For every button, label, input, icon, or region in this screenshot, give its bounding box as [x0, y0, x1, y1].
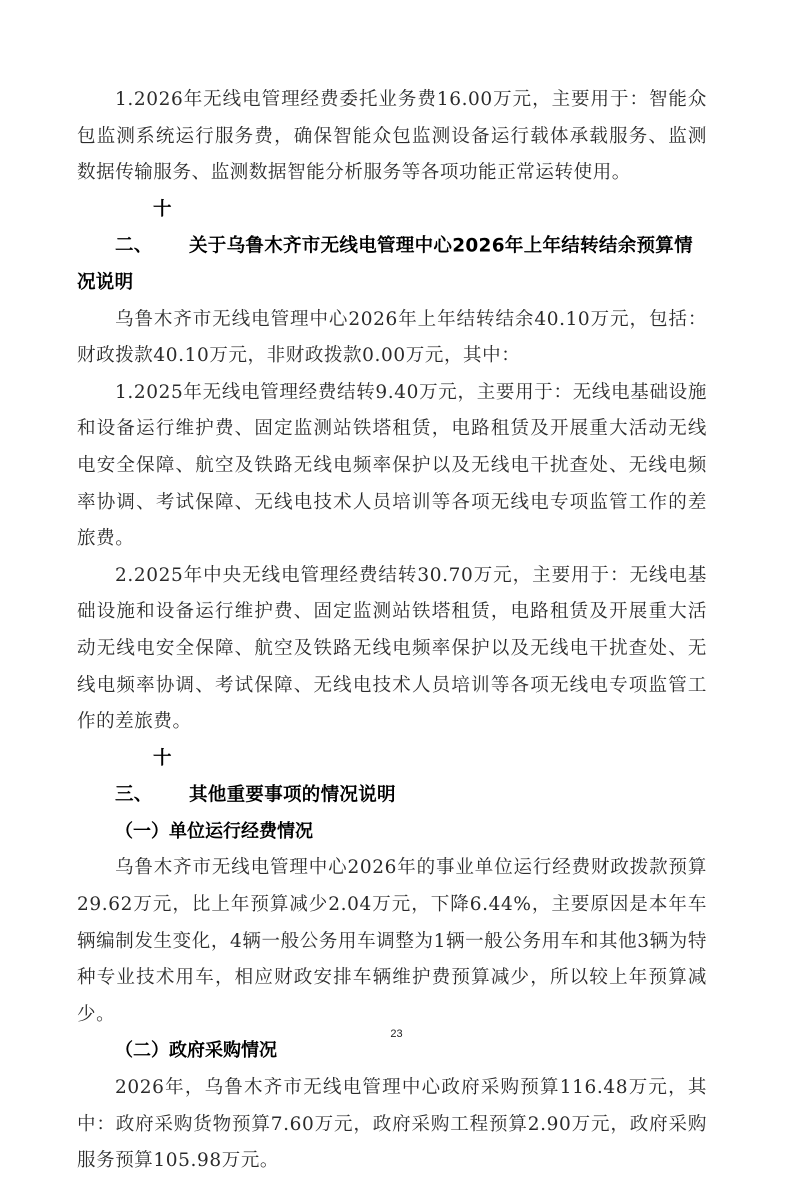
paragraph-government-procurement: 2026年，乌鲁木齐市无线电管理中心政府采购预算116.48万元，其中：政府采购货物预算7.60万元，政府采购工程预算2.90万元，政府采购服务预算105.98万元。: [77, 1077, 707, 1172]
document-page: [77, 82, 707, 1180]
section-number: 十二、: [115, 198, 172, 257]
section-number: 十三、: [115, 747, 172, 806]
section-heading-12: [77, 192, 707, 302]
paragraph-operating-expenses: 乌鲁木齐市无线电管理中心2026年的事业单位运行经费财政拨款预算29.62万元，比上年预算减少2.04万元，下降6.44%，主要原因是本年车辆编制发生变化，4辆一般公务用车调整为1辆一般公务用车和其他3辆为特种专业技术用车，相应财政安排车辆维护费预算减少，所以较上年预算减少。: [77, 857, 707, 1025]
paragraph-commission-fee: 1.2026年无线电管理经费委托业务费16.00万元，主要用于：智能众包监测系统运行服务费，确保智能众包监测设备运行载体承载服务、监测数据传输服务、监测数据智能分析服务等各项功能正常运转使用。: [77, 89, 707, 184]
section-title: 其他重要事项的情况说明: [189, 784, 396, 806]
paragraph-carryover-summary: 乌鲁木齐市无线电管理中心2026年上年结转结余40.10万元，包括：财政拨款40.10万元，非财政拨款0.00万元，其中：: [77, 308, 707, 367]
paragraph-carryover-item-1: 1.2025年无线电管理经费结转9.40万元，主要用于：无线电基础设施和设备运行维护费、固定监测站铁塔租赁，电路租赁及开展重大活动无线电安全保障、航空及铁路无线电频率保护以及无线电干扰查处、无线电频率协调、考试保障、无线电技术人员培训等各项无线电专项监管工作的差旅费。: [77, 381, 707, 550]
section-title: 关于乌鲁木齐市无线电管理中心2026年上年结转结余预算情况说明: [77, 235, 693, 293]
subheading-government-procurement: （二）政府采购情况: [115, 1040, 277, 1062]
section-heading-13: [77, 741, 707, 814]
page-number: 23: [390, 1028, 403, 1040]
paragraph-carryover-item-2: 2.2025年中央无线电管理经费结转30.70万元，主要用于：无线电基础设施和设备运行维护费、固定监测站铁塔租赁，电路租赁及开展重大活动无线电安全保障、航空及铁路无线电频率保护以及无线电干扰查处、无线电频率协调、考试保障、无线电技术人员培训等各项无线电专项监管工作的差旅费。: [77, 564, 707, 733]
subheading-operating-expenses: （一）单位运行经费情况: [115, 820, 313, 842]
